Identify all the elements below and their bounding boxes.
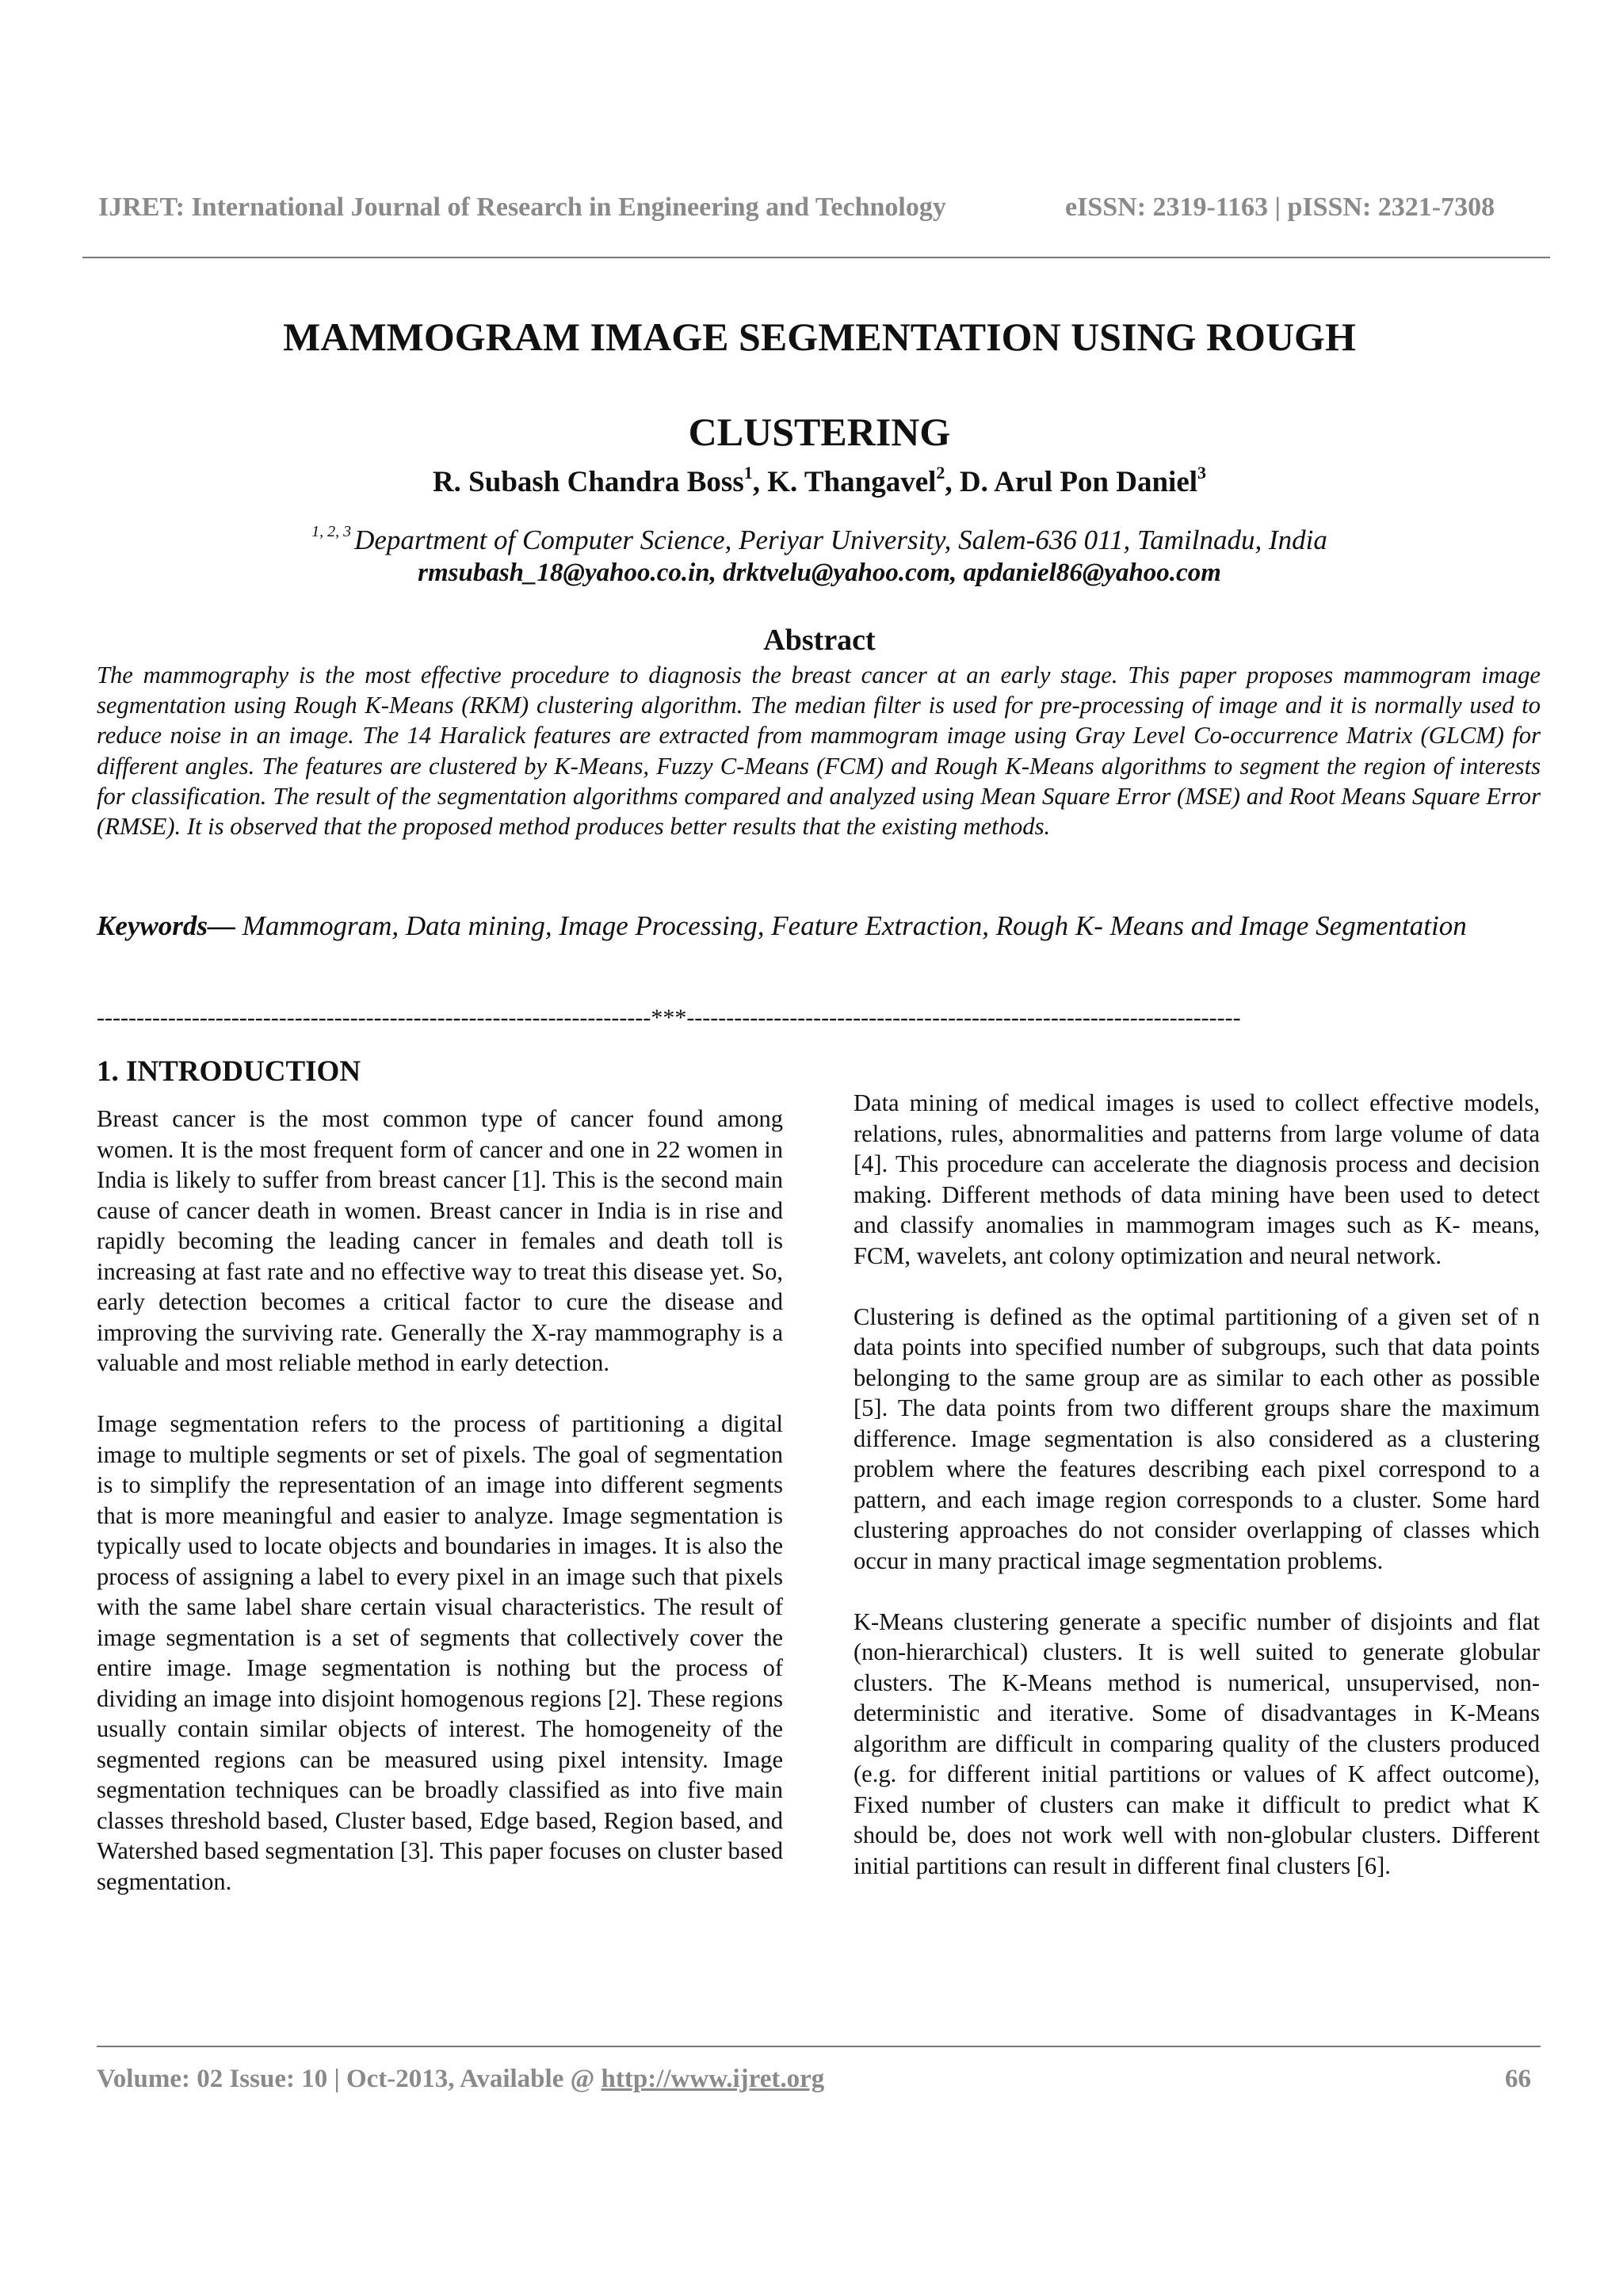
affiliation-marks: 1, 2, 3 (311, 523, 352, 540)
paragraph: Image segmentation refers to the process of partitioning a digital image to multiple segments or set of pixels. The goal of segmentation is to simplify the representation of an image into different segments that is more meaningful and easier to analyze. Image segmentation is typically used to locate objects and boundaries in images. It is also the process of assigning a label to every pixel in an image such that pixels with the same label share certain visual characteristics. The result of image segmentation is a set of segments that collectively cover the entire image. Image segmentation is nothing but the process of dividing an image into disjoint homogenous regions [2]. These regions usually contain similar objects of interest. The homogeneity of the segmented regions can be measured using pixel intensity. Image segmentation techniques can be broadly classified as into five main classes threshold based, Cluster based, Edge based, Region based, and Watershed based segmentation [3]. This paper focuses on cluster based segmentation. (97, 1410, 783, 1895)
volume-info: Volume: 02 Issue: 10 | Oct-2013, Available @ (97, 2065, 601, 2093)
author-name: D. Arul Pon Daniel (959, 466, 1198, 498)
left-column (97, 1104, 783, 1897)
paragraph: Breast cancer is the most common type of cancer found among women. It is the most frequent form of cancer and one in 22 women in India is likely to suffer from breast cancer [1]. This is the second main cause of cancer death in women. Breast cancer in India is in rise and rapidly becoming the leading cancer in females and death toll is increasing at fast rate and no effective way to treat this disease yet. So, early detection becomes a critical factor to cure the disease and improving the surviving rate. Generally the X-ray mammography is a valuable and most reliable method in early detection. (97, 1105, 783, 1376)
author-name: K. Thangavel (767, 466, 937, 498)
keywords-text: Mammogram, Data mining, Image Processing, Feature Extraction, Rough K- Means and Image Segmentation (235, 910, 1467, 941)
section-divider: ----------------------------------------------------------------------***---------------------------------------------------------------------- (97, 1005, 1241, 1031)
header-rule (82, 257, 1550, 258)
author-affil-mark: 2 (936, 463, 945, 482)
author-affil-mark: 1 (743, 463, 753, 482)
author-list (98, 465, 1541, 499)
title-line-2: CLUSTERING (688, 410, 951, 454)
author-emails: rmsubash_18@yahoo.co.in, drktvelu@yahoo.com, apdaniel86@yahoo.com (418, 559, 1221, 587)
journal-link[interactable]: http://www.ijret.org (601, 2065, 825, 2093)
paragraph: Data mining of medical images is used to collect effective models, relations, rules, abnormalities and patterns from large volume of data [4]. This procedure can accelerate the diagnosis process and decision making. Different methods of data mining have been used to detect and classify anomalies in mammogram images such as K- means, FCM, wavelets, ant colony optimization and neural network. (854, 1089, 1540, 1269)
paragraph: K-Means clustering generate a specific number of disjoints and flat (non-hierarchical) clusters. It is well suited to generate globular clusters. The K-Means method is numerical, unsupervised, non-deterministic and iterative. Some of disadvantages in K-Means algorithm are difficult in comparing quality of the clusters produced (e.g. for different initial partitions or values of K affect outcome), Fixed number of clusters can make it difficult to predict what K should be, does not work well with non-globular clusters. Different initial partitions can result in different final clusters [6]. (854, 1608, 1540, 1879)
keywords-label: Keywords— (97, 910, 235, 941)
abstract-body: The mammography is the most effective procedure to diagnosis the breast cancer at an early stage. This paper proposes mammogram image segmentation using Rough K-Means (RKM) clustering algorithm. The median filter is used for pre-processing of image and it is normally used to reduce noise in an image. The 14 Haralick features are extracted from mammogram image using Gray Level Co-occurrence Matrix (GLCM) for different angles. The features are clustered by K-Means, Fuzzy C-Means (FCM) and Rough K-Means algorithms to segment the region of interests for classification. The result of the segmentation algorithms compared and analyzed using Mean Square Error (MSE) and Root Means Square Error (RMSE). It is observed that the proposed method produces better results that the existing methods. (97, 662, 1541, 841)
affiliation-text: Department of Computer Science, Periyar University, Salem-636 011, Tamilnadu, India (354, 524, 1327, 555)
footer-rule (97, 2046, 1541, 2047)
section-heading: 1. INTRODUCTION (97, 1055, 361, 1088)
paragraph: Clustering is defined as the optimal partitioning of a given set of n data points into specified number of subgroups, such that data points belonging to the same group are as similar to each other as possible [5]. The data points from two different groups share the maximum difference. Image segmentation is also considered as a clustering problem where the features describing each pixel correspond to a pattern, and each image region corresponds to a cluster. Some hard clustering approaches do not consider overlapping of classes which occur in many practical image segmentation problems. (854, 1302, 1540, 1574)
affiliation (98, 524, 1541, 556)
author-separator: , (945, 466, 960, 498)
journal-name: IJRET: International Journal of Research in Engineering and Technology (98, 193, 946, 222)
right-column (854, 1088, 1540, 1881)
paper-title (98, 289, 1541, 479)
author-name: R. Subash Chandra Boss (432, 466, 744, 498)
title-line-1: MAMMOGRAM IMAGE SEGMENTATION USING ROUGH (283, 315, 1356, 359)
issn-info: eISSN: 2319-1163 | pISSN: 2321-7308 (1065, 193, 1495, 222)
author-separator: , (752, 466, 768, 498)
abstract-heading: Abstract (763, 624, 876, 657)
keywords (97, 902, 1541, 951)
page-number: 66 (1505, 2065, 1531, 2093)
author-affil-mark: 3 (1197, 463, 1207, 482)
page-footer (97, 2065, 1541, 2094)
